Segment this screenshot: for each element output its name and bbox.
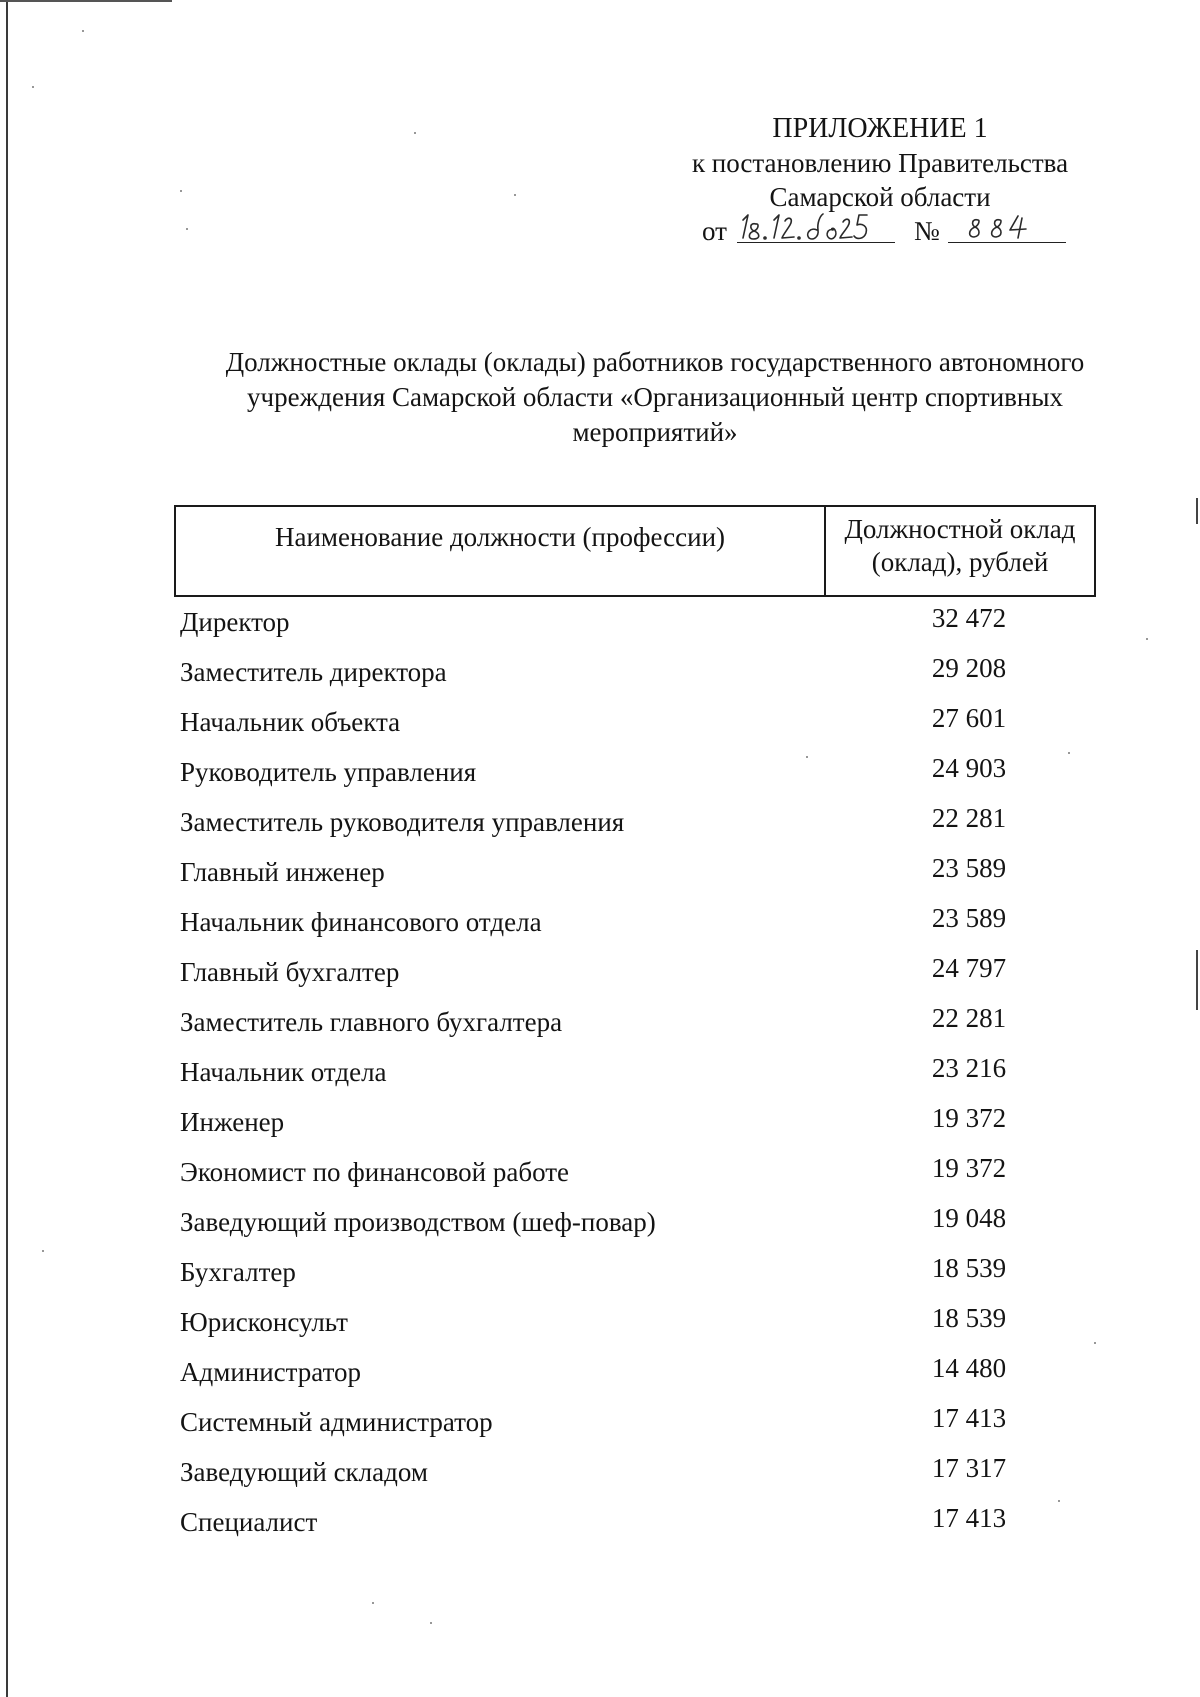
- handwritten-number-signature: [948, 208, 1066, 242]
- salary-value: 23 589: [931, 853, 1007, 883]
- salary-value: 27 601: [931, 703, 1007, 733]
- scan-speck: [1146, 638, 1148, 640]
- position-name: Юрисконсульт: [180, 1307, 348, 1337]
- salary-value: 32 472: [931, 603, 1007, 633]
- position-name: Заместитель главного бухгалтера: [180, 1007, 563, 1037]
- salary-table-body: [178, 603, 1096, 1553]
- salary-value: 29 208: [931, 653, 1007, 683]
- salary-value: 23 216: [931, 1053, 1007, 1083]
- scan-speck: [82, 30, 84, 32]
- salary-value: 22 281: [931, 1003, 1007, 1033]
- table-row: [178, 1303, 1096, 1353]
- document-title-line: учреждения Самарской области «Организационный центр спортивных: [247, 382, 1063, 412]
- position-name: Начальник финансового отдела: [180, 907, 542, 937]
- table-row: [178, 1253, 1096, 1303]
- appendix-line-region: Самарской области: [769, 182, 991, 212]
- salary-value: 19 372: [931, 1153, 1007, 1183]
- scan-speck: [430, 1622, 432, 1624]
- position-name: Директор: [180, 607, 290, 637]
- table-row: [178, 1153, 1096, 1203]
- position-name: Начальник отдела: [180, 1057, 387, 1087]
- position-name: Инженер: [180, 1107, 285, 1137]
- header-position: Наименование должности (профессии): [274, 521, 726, 552]
- position-name: Начальник объекта: [180, 707, 401, 737]
- position-name: Бухгалтер: [180, 1257, 296, 1287]
- header-salary-line: Должностной оклад: [844, 514, 1076, 544]
- salary-value: 24 903: [931, 753, 1007, 783]
- salary-value: 17 317: [931, 1453, 1007, 1483]
- scan-speck: [180, 190, 182, 192]
- table-row: [178, 653, 1096, 703]
- scan-edge-mark: [1196, 950, 1198, 1010]
- table-row: [178, 953, 1096, 1003]
- table-row: [178, 1453, 1096, 1503]
- salary-value: 22 281: [931, 803, 1007, 833]
- position-name: Главный инженер: [180, 857, 385, 887]
- scan-speck: [514, 194, 516, 196]
- appendix-title: ПРИЛОЖЕНИЕ 1: [772, 113, 988, 144]
- appendix-block: [660, 112, 1100, 248]
- position-name: Экономист по финансовой работе: [180, 1157, 569, 1187]
- handwritten-date-signature: [737, 208, 895, 242]
- table-row: [178, 603, 1096, 653]
- scan-top-edge: [0, 0, 172, 2]
- scan-speck: [32, 86, 34, 88]
- table-row: [178, 903, 1096, 953]
- salary-value: 19 372: [931, 1103, 1007, 1133]
- table-row: [178, 853, 1096, 903]
- table-row: [178, 1053, 1096, 1103]
- table-row: [178, 703, 1096, 753]
- table-row: [178, 753, 1096, 803]
- position-name: Администратор: [180, 1357, 362, 1387]
- salary-value: 23 589: [931, 903, 1007, 933]
- document-title: [215, 345, 1095, 450]
- table-row: [178, 1403, 1096, 1453]
- position-name: Заместитель руководителя управления: [180, 807, 625, 837]
- position-name: Заведующий складом: [180, 1457, 428, 1487]
- salary-value: 17 413: [931, 1503, 1007, 1533]
- position-name: Заведующий производством (шеф-повар): [180, 1207, 656, 1237]
- date-prefix: от: [702, 216, 727, 246]
- scan-left-edge: [6, 0, 8, 1697]
- handwritten-date-field: [737, 208, 895, 243]
- handwritten-number-field: [948, 208, 1066, 243]
- salary-value: 18 539: [931, 1253, 1007, 1283]
- salary-value: 24 797: [931, 953, 1007, 983]
- table-row: [178, 803, 1096, 853]
- position-name: Руководитель управления: [180, 757, 477, 787]
- salary-value: 14 480: [931, 1353, 1007, 1383]
- table-row: [178, 1003, 1096, 1053]
- date-number-line: [660, 214, 1100, 248]
- document-title-line: мероприятий»: [572, 417, 738, 447]
- scan-speck: [42, 1250, 44, 1252]
- position-name: Главный бухгалтер: [180, 957, 400, 987]
- scan-speck: [414, 132, 416, 134]
- table-row: [178, 1203, 1096, 1253]
- position-name: Специалист: [180, 1507, 318, 1537]
- appendix-line-resolution: к постановлению Правительства: [691, 148, 1069, 178]
- salary-table-header: [174, 505, 1096, 597]
- table-row: [178, 1503, 1096, 1553]
- position-name: Заместитель директора: [180, 657, 447, 687]
- table-row: [178, 1103, 1096, 1153]
- header-salary: [826, 513, 1094, 579]
- scan-speck: [186, 228, 188, 230]
- salary-value: 19 048: [931, 1203, 1007, 1233]
- salary-value: 17 413: [931, 1403, 1007, 1433]
- number-prefix: №: [914, 216, 940, 246]
- scan-speck: [372, 1602, 374, 1604]
- salary-value: 18 539: [931, 1303, 1007, 1333]
- table-row: [178, 1353, 1096, 1403]
- scan-edge-mark: [1196, 498, 1198, 524]
- position-name: Системный администратор: [180, 1407, 493, 1437]
- document-title-line: Должностные оклады (оклады) работников государственного автономного: [225, 347, 1085, 377]
- header-salary-line: (оклад), рублей: [871, 547, 1049, 577]
